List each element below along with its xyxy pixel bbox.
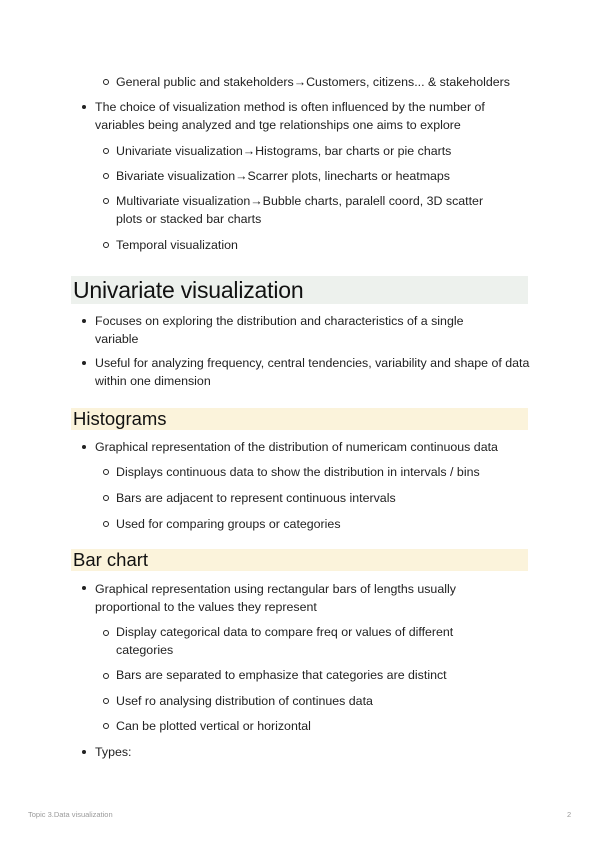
list-item: Graphical representation of the distribution of numericam continuous data — [95, 440, 498, 454]
sub-bullet-icon — [103, 521, 109, 527]
sub-bullet-icon — [103, 173, 109, 179]
sub-bullet-icon — [103, 495, 109, 501]
sub-bullet-icon — [103, 673, 109, 679]
sub-bullet-icon — [103, 698, 109, 704]
list-item: Graphical representation using rectangular bars of lengths usually proportional to the values they represent — [95, 582, 456, 614]
bullet-icon — [82, 361, 86, 365]
sub-bullet-icon — [103, 148, 109, 154]
list-item: Multivariate visualization→Bubble charts, paralell coord, 3D scatter plots or stacked bar charts — [116, 194, 484, 226]
list-item: Display categorical data to compare freq or values of different categories — [116, 625, 454, 657]
page-number: 2 — [567, 810, 572, 819]
list-item: Bars are separated to emphasize that categories are distinct — [116, 668, 447, 682]
list-item: Displays continuous data to show the distribution in intervals / bins — [116, 465, 480, 479]
list-item: Can be plotted vertical or horizontal — [116, 719, 311, 733]
bullet-icon — [82, 586, 86, 590]
list-item: Usef ro analysing distribution of continues data — [116, 694, 373, 708]
sub-bullet-icon — [103, 79, 109, 85]
section-heading-histograms: Histograms — [71, 408, 528, 430]
list-item: Useful for analyzing frequency, central tendencies, variability and shape of data within one dimension — [95, 356, 530, 388]
bullet-icon — [82, 750, 86, 754]
sub-bullet-icon — [103, 198, 109, 204]
sub-bullet-icon — [103, 723, 109, 729]
bullet-icon — [82, 319, 86, 323]
list-item: Bivariate visualization→Scarrer plots, linecharts or heatmaps — [116, 169, 451, 183]
list-item: Types: — [95, 745, 132, 759]
list-item: Used for comparing groups or categories — [116, 517, 341, 531]
footer-topic: Topic 3.Data visualization — [28, 810, 113, 819]
list-item: Bars are adjacent to represent continuous intervals — [116, 491, 396, 505]
list-item: Univariate visualization→Histograms, bar charts or pie charts — [116, 144, 452, 158]
sub-bullet-icon — [103, 242, 109, 248]
bullet-icon — [82, 105, 86, 109]
section-heading-univariate: Univariate visualization — [71, 276, 528, 304]
section-heading-bar-chart: Bar chart — [71, 549, 528, 571]
list-item: General public and stakeholders→Customers, citizens... & stakeholders — [116, 75, 510, 89]
list-item: The choice of visualization method is often influenced by the number of variables being analyzed and tge relationships one aims to explore — [95, 100, 485, 132]
list-item: Temporal visualization — [116, 238, 238, 252]
sub-bullet-icon — [103, 630, 109, 636]
list-item: Focuses on exploring the distribution and characteristics of a single variable — [95, 314, 464, 346]
bullet-icon — [82, 445, 86, 449]
sub-bullet-icon — [103, 469, 109, 475]
